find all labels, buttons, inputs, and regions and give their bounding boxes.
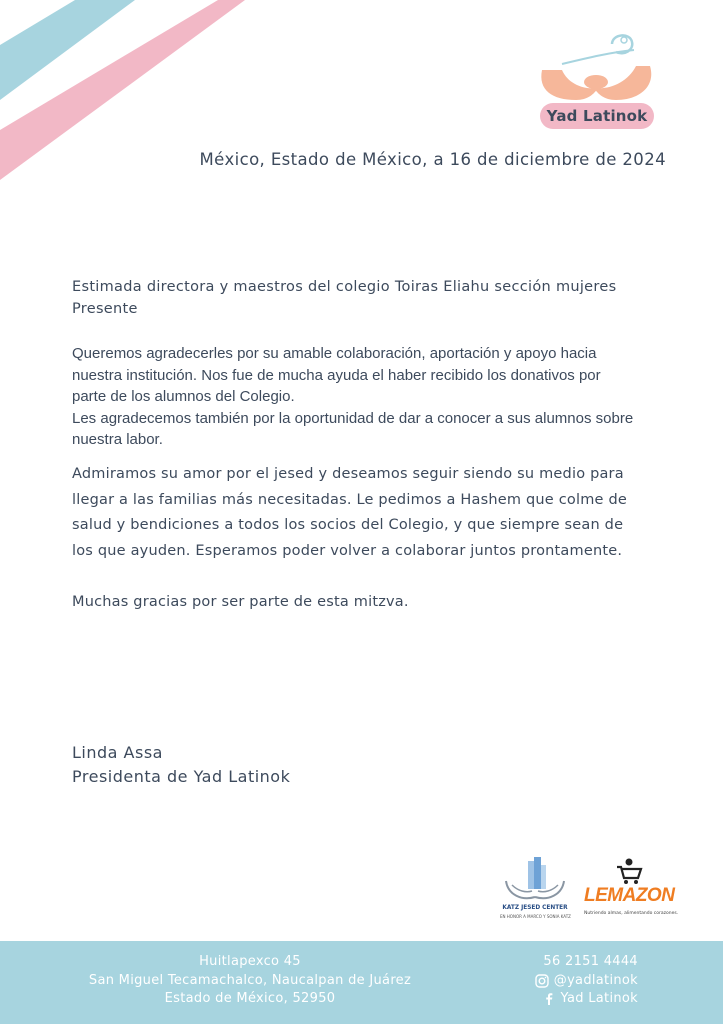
paragraph-gratitude <box>72 343 652 451</box>
instagram-handle: @yadlatinok <box>553 972 638 988</box>
footer-address <box>80 953 420 1009</box>
partner-lemazon-logo <box>580 855 680 923</box>
katz-subtitle: EN HONOR A MARCO Y SONIA KATZ <box>500 914 571 919</box>
phone-text: 56 2151 4444 <box>543 954 638 969</box>
partner-katz-logo <box>500 855 570 923</box>
paragraph-line: nuestra institución. Nos fue de mucha ayuda el haber recibido los donativos por <box>72 366 601 384</box>
lemazon-tagline: Nutriendo almas, alimentando corazones. <box>584 911 679 916</box>
paragraph-line: llegar a las familias más necesitadas. Le pedimos a Hashem que colme de <box>72 491 627 508</box>
salutation-line: Estimada directora y maestros del colegio Toiras Eliahu sección mujeres <box>72 279 617 295</box>
phone-number[interactable] <box>535 953 638 972</box>
salutation-line: Presente <box>72 301 138 317</box>
footer-bar <box>0 941 723 1024</box>
signature-name: Linda Assa <box>72 743 163 762</box>
footer-contact <box>535 953 638 1009</box>
facebook-icon <box>542 992 556 1006</box>
paragraph-admiration <box>72 462 652 564</box>
katz-name: KATZ JESED CENTER <box>502 905 568 911</box>
facebook-handle: Yad Latinok <box>560 991 638 1006</box>
building-hands-icon <box>500 855 570 905</box>
paragraph-line: nuestra labor. <box>72 431 163 448</box>
salutation <box>72 276 652 320</box>
instagram-link[interactable] <box>535 972 638 991</box>
address-line: San Miguel Tecamachalco, Naucalpan de Juárez <box>88 972 412 988</box>
address-line: Huitlapexco 45 <box>199 954 301 969</box>
closing-thanks: Muchas gracias por ser parte de esta mitzva. <box>72 594 409 610</box>
paragraph-line: Les agradecemos también por la oportunidad de dar a conocer a sus alumnos sobre <box>72 409 634 427</box>
paragraph-line: Queremos agradecerles por su amable colaboración, aportación y apoyo hacia <box>72 345 597 362</box>
facebook-link[interactable] <box>535 990 638 1009</box>
shopping-cart-icon <box>614 857 644 887</box>
signature-title: Presidenta de Yad Latinok <box>72 766 291 786</box>
address-line: Estado de México, 52950 <box>164 991 336 1006</box>
paragraph-line: parte de los alumnos del Colegio. <box>72 388 295 405</box>
lemazon-name: LEMAZON <box>584 885 675 906</box>
logo-wordmark: Yad Latinok <box>540 103 654 129</box>
signature <box>72 741 652 788</box>
paragraph-line: los que ayuden. Esperamos poder volver a colaborar juntos prontamente. <box>72 542 623 559</box>
paragraph-line: Admiramos su amor por el jesed y deseamos seguir siendo su medio para <box>72 466 624 482</box>
paragraph-line: salud y bendiciones a todos los socios del Colegio, y que siempre sean de <box>72 517 624 533</box>
instagram-icon <box>535 974 549 988</box>
letter-date: México, Estado de México, a 16 de diciembre de 2024 <box>199 150 666 169</box>
